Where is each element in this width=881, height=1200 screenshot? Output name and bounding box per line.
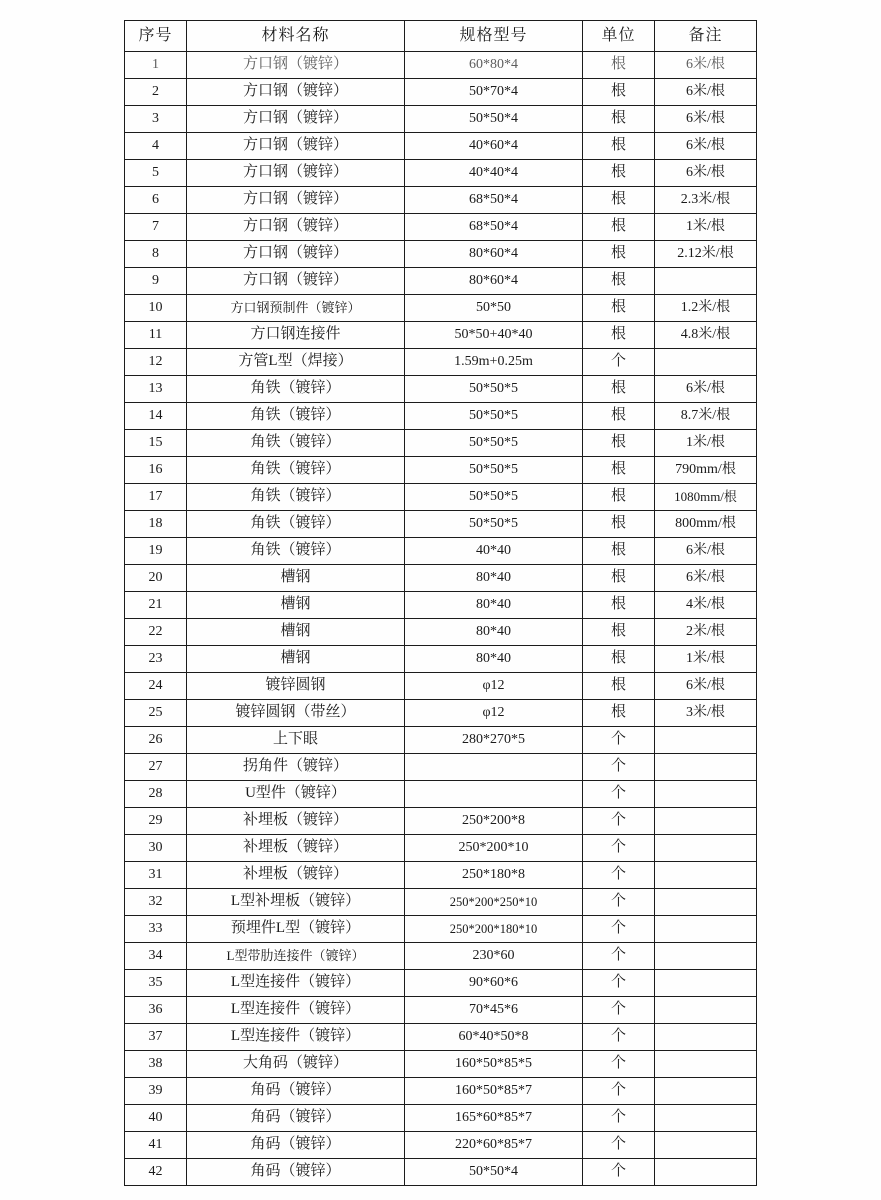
cell-name: 方口钢（镀锌） <box>187 133 405 160</box>
table-row <box>125 754 757 781</box>
table-header <box>125 21 757 52</box>
cell-note: 1080mm/根 <box>655 484 757 511</box>
cell-note: 800mm/根 <box>655 511 757 538</box>
table-row <box>125 646 757 673</box>
cell-name: 方口钢（镀锌） <box>187 241 405 268</box>
cell-name: L型连接件（镀锌） <box>187 970 405 997</box>
cell-index: 5 <box>125 160 187 187</box>
cell-spec: 250*200*10 <box>405 835 583 862</box>
cell-index: 20 <box>125 565 187 592</box>
cell-spec: 80*40 <box>405 592 583 619</box>
cell-spec: 50*50*5 <box>405 430 583 457</box>
cell-name: 补埋板（镀锌） <box>187 808 405 835</box>
table-row <box>125 52 757 79</box>
cell-spec: 250*200*8 <box>405 808 583 835</box>
cell-note: 6米/根 <box>655 106 757 133</box>
cell-index: 31 <box>125 862 187 889</box>
cell-unit: 个 <box>583 349 655 376</box>
cell-index: 9 <box>125 268 187 295</box>
cell-unit: 个 <box>583 1051 655 1078</box>
cell-index: 39 <box>125 1078 187 1105</box>
cell-index: 33 <box>125 916 187 943</box>
cell-note: 1米/根 <box>655 430 757 457</box>
cell-note <box>655 1132 757 1159</box>
cell-name: L型连接件（镀锌） <box>187 1024 405 1051</box>
cell-spec: 40*40*4 <box>405 160 583 187</box>
cell-note <box>655 970 757 997</box>
cell-unit: 根 <box>583 565 655 592</box>
cell-index: 16 <box>125 457 187 484</box>
cell-unit: 个 <box>583 943 655 970</box>
cell-spec <box>405 754 583 781</box>
cell-name: 镀锌圆钢（带丝） <box>187 700 405 727</box>
cell-name: 角铁（镀锌） <box>187 376 405 403</box>
cell-index: 17 <box>125 484 187 511</box>
column-header-unit: 单位 <box>583 21 655 52</box>
cell-name: 槽钢 <box>187 619 405 646</box>
cell-unit: 根 <box>583 376 655 403</box>
cell-unit: 个 <box>583 808 655 835</box>
cell-note <box>655 997 757 1024</box>
table-row <box>125 241 757 268</box>
cell-unit: 根 <box>583 619 655 646</box>
cell-note: 2米/根 <box>655 619 757 646</box>
table-row <box>125 565 757 592</box>
cell-name: 角码（镀锌） <box>187 1078 405 1105</box>
cell-unit: 根 <box>583 700 655 727</box>
cell-name: 角码（镀锌） <box>187 1159 405 1186</box>
cell-note: 2.3米/根 <box>655 187 757 214</box>
cell-name: L型带肋连接件（镀锌） <box>187 943 405 970</box>
cell-name: L型补埋板（镀锌） <box>187 889 405 916</box>
cell-name: 角铁（镀锌） <box>187 511 405 538</box>
cell-index: 35 <box>125 970 187 997</box>
cell-index: 30 <box>125 835 187 862</box>
cell-unit: 个 <box>583 727 655 754</box>
cell-note: 1米/根 <box>655 646 757 673</box>
table-row <box>125 1132 757 1159</box>
cell-name: 上下眼 <box>187 727 405 754</box>
cell-note <box>655 349 757 376</box>
cell-note <box>655 916 757 943</box>
cell-spec: 250*180*8 <box>405 862 583 889</box>
table-row <box>125 808 757 835</box>
cell-note <box>655 727 757 754</box>
table-row <box>125 403 757 430</box>
table-row <box>125 1051 757 1078</box>
cell-name: 槽钢 <box>187 592 405 619</box>
cell-note: 6米/根 <box>655 673 757 700</box>
cell-unit: 根 <box>583 214 655 241</box>
cell-spec: 50*50*4 <box>405 106 583 133</box>
cell-spec: 60*80*4 <box>405 52 583 79</box>
cell-spec <box>405 781 583 808</box>
cell-index: 24 <box>125 673 187 700</box>
table-row <box>125 835 757 862</box>
cell-index: 25 <box>125 700 187 727</box>
cell-name: 角铁（镀锌） <box>187 538 405 565</box>
cell-note <box>655 889 757 916</box>
cell-unit: 个 <box>583 970 655 997</box>
table-row <box>125 484 757 511</box>
cell-spec: 40*40 <box>405 538 583 565</box>
cell-index: 32 <box>125 889 187 916</box>
cell-note <box>655 808 757 835</box>
cell-note <box>655 835 757 862</box>
cell-spec: 50*50*5 <box>405 403 583 430</box>
cell-unit: 个 <box>583 916 655 943</box>
material-table-wrapper <box>124 20 756 1186</box>
cell-name: L型连接件（镀锌） <box>187 997 405 1024</box>
cell-spec: 250*200*180*10 <box>405 916 583 943</box>
cell-unit: 个 <box>583 835 655 862</box>
cell-name: U型件（镀锌） <box>187 781 405 808</box>
cell-index: 21 <box>125 592 187 619</box>
cell-spec: 250*200*250*10 <box>405 889 583 916</box>
cell-unit: 根 <box>583 79 655 106</box>
cell-note: 6米/根 <box>655 79 757 106</box>
table-row <box>125 376 757 403</box>
cell-name: 角码（镀锌） <box>187 1105 405 1132</box>
cell-index: 38 <box>125 1051 187 1078</box>
cell-index: 42 <box>125 1159 187 1186</box>
cell-unit: 根 <box>583 538 655 565</box>
cell-spec: 50*50*5 <box>405 457 583 484</box>
cell-spec: 80*40 <box>405 646 583 673</box>
table-row <box>125 322 757 349</box>
cell-index: 19 <box>125 538 187 565</box>
cell-name: 角铁（镀锌） <box>187 457 405 484</box>
table-row <box>125 538 757 565</box>
table-row <box>125 943 757 970</box>
cell-index: 4 <box>125 133 187 160</box>
cell-unit: 根 <box>583 268 655 295</box>
cell-name: 方口钢（镀锌） <box>187 160 405 187</box>
cell-note: 6米/根 <box>655 133 757 160</box>
table-row <box>125 268 757 295</box>
table-row <box>125 862 757 889</box>
cell-name: 角码（镀锌） <box>187 1132 405 1159</box>
cell-unit: 个 <box>583 889 655 916</box>
table-row <box>125 889 757 916</box>
cell-name: 方口钢（镀锌） <box>187 214 405 241</box>
cell-unit: 个 <box>583 1024 655 1051</box>
cell-name: 方口钢连接件 <box>187 322 405 349</box>
cell-spec: 50*50 <box>405 295 583 322</box>
table-row <box>125 916 757 943</box>
cell-name: 镀锌圆钢 <box>187 673 405 700</box>
cell-unit: 根 <box>583 511 655 538</box>
cell-spec: 70*45*6 <box>405 997 583 1024</box>
cell-name: 方管L型（焊接） <box>187 349 405 376</box>
cell-unit: 根 <box>583 106 655 133</box>
cell-spec: 1.59m+0.25m <box>405 349 583 376</box>
cell-spec: 50*50*5 <box>405 376 583 403</box>
cell-name: 角铁（镀锌） <box>187 484 405 511</box>
cell-spec: 165*60*85*7 <box>405 1105 583 1132</box>
table-body <box>125 52 757 1186</box>
cell-spec: 50*50*5 <box>405 511 583 538</box>
cell-note <box>655 1024 757 1051</box>
table-row <box>125 970 757 997</box>
cell-name: 补埋板（镀锌） <box>187 862 405 889</box>
cell-spec: 230*60 <box>405 943 583 970</box>
cell-note <box>655 1078 757 1105</box>
cell-index: 23 <box>125 646 187 673</box>
cell-spec: φ12 <box>405 700 583 727</box>
cell-spec: 68*50*4 <box>405 214 583 241</box>
table-row <box>125 997 757 1024</box>
table-row <box>125 700 757 727</box>
cell-index: 1 <box>125 52 187 79</box>
cell-unit: 个 <box>583 1078 655 1105</box>
cell-index: 41 <box>125 1132 187 1159</box>
cell-note: 6米/根 <box>655 538 757 565</box>
cell-unit: 个 <box>583 862 655 889</box>
cell-index: 27 <box>125 754 187 781</box>
cell-name: 方口钢（镀锌） <box>187 52 405 79</box>
table-row <box>125 673 757 700</box>
cell-spec: 80*60*4 <box>405 268 583 295</box>
cell-unit: 个 <box>583 754 655 781</box>
cell-spec: 80*60*4 <box>405 241 583 268</box>
table-row <box>125 79 757 106</box>
cell-spec: 40*60*4 <box>405 133 583 160</box>
cell-note: 6米/根 <box>655 565 757 592</box>
cell-spec: 68*50*4 <box>405 187 583 214</box>
table-row <box>125 349 757 376</box>
cell-note: 6米/根 <box>655 160 757 187</box>
cell-name: 槽钢 <box>187 646 405 673</box>
cell-note: 8.7米/根 <box>655 403 757 430</box>
table-row <box>125 133 757 160</box>
cell-name: 方口钢（镀锌） <box>187 268 405 295</box>
cell-unit: 个 <box>583 1159 655 1186</box>
cell-spec: 50*50*4 <box>405 1159 583 1186</box>
table-row <box>125 214 757 241</box>
cell-index: 13 <box>125 376 187 403</box>
cell-unit: 根 <box>583 430 655 457</box>
cell-spec: 80*40 <box>405 619 583 646</box>
cell-index: 40 <box>125 1105 187 1132</box>
cell-note: 3米/根 <box>655 700 757 727</box>
cell-spec: 220*60*85*7 <box>405 1132 583 1159</box>
cell-note <box>655 754 757 781</box>
cell-name: 方口钢预制件（镀锌） <box>187 295 405 322</box>
cell-note <box>655 862 757 889</box>
table-row <box>125 1078 757 1105</box>
cell-index: 11 <box>125 322 187 349</box>
column-header-note: 备注 <box>655 21 757 52</box>
column-header-spec: 规格型号 <box>405 21 583 52</box>
cell-index: 36 <box>125 997 187 1024</box>
cell-index: 12 <box>125 349 187 376</box>
cell-note <box>655 1105 757 1132</box>
cell-spec: 90*60*6 <box>405 970 583 997</box>
cell-note: 4米/根 <box>655 592 757 619</box>
cell-index: 37 <box>125 1024 187 1051</box>
table-row <box>125 781 757 808</box>
cell-unit: 根 <box>583 673 655 700</box>
cell-note: 6米/根 <box>655 52 757 79</box>
cell-spec: 80*40 <box>405 565 583 592</box>
cell-index: 3 <box>125 106 187 133</box>
cell-note <box>655 268 757 295</box>
cell-index: 28 <box>125 781 187 808</box>
cell-unit: 个 <box>583 1132 655 1159</box>
cell-name: 拐角件（镀锌） <box>187 754 405 781</box>
cell-note: 2.12米/根 <box>655 241 757 268</box>
cell-spec: 280*270*5 <box>405 727 583 754</box>
cell-index: 34 <box>125 943 187 970</box>
column-header-index: 序号 <box>125 21 187 52</box>
table-header-row <box>125 21 757 52</box>
cell-name: 大角码（镀锌） <box>187 1051 405 1078</box>
cell-unit: 根 <box>583 592 655 619</box>
cell-index: 29 <box>125 808 187 835</box>
cell-spec: 50*50*5 <box>405 484 583 511</box>
cell-note <box>655 781 757 808</box>
cell-unit: 根 <box>583 457 655 484</box>
cell-note: 1.2米/根 <box>655 295 757 322</box>
table-row <box>125 1159 757 1186</box>
cell-note: 790mm/根 <box>655 457 757 484</box>
cell-unit: 根 <box>583 403 655 430</box>
cell-note: 4.8米/根 <box>655 322 757 349</box>
cell-spec: 160*50*85*5 <box>405 1051 583 1078</box>
cell-unit: 个 <box>583 997 655 1024</box>
cell-note <box>655 1051 757 1078</box>
cell-note: 6米/根 <box>655 376 757 403</box>
cell-index: 22 <box>125 619 187 646</box>
cell-unit: 根 <box>583 295 655 322</box>
cell-note <box>655 1159 757 1186</box>
table-row <box>125 1105 757 1132</box>
cell-unit: 根 <box>583 52 655 79</box>
cell-index: 14 <box>125 403 187 430</box>
cell-note: 1米/根 <box>655 214 757 241</box>
table-row <box>125 592 757 619</box>
cell-spec: 160*50*85*7 <box>405 1078 583 1105</box>
cell-unit: 根 <box>583 646 655 673</box>
cell-spec: 50*50+40*40 <box>405 322 583 349</box>
table-row <box>125 295 757 322</box>
cell-unit: 根 <box>583 241 655 268</box>
cell-unit: 根 <box>583 160 655 187</box>
cell-index: 26 <box>125 727 187 754</box>
table-row <box>125 1024 757 1051</box>
cell-index: 8 <box>125 241 187 268</box>
cell-name: 补埋板（镀锌） <box>187 835 405 862</box>
cell-index: 7 <box>125 214 187 241</box>
cell-index: 15 <box>125 430 187 457</box>
cell-unit: 根 <box>583 133 655 160</box>
cell-index: 2 <box>125 79 187 106</box>
column-header-name: 材料名称 <box>187 21 405 52</box>
cell-unit: 根 <box>583 322 655 349</box>
cell-spec: φ12 <box>405 673 583 700</box>
cell-name: 方口钢（镀锌） <box>187 187 405 214</box>
cell-note <box>655 943 757 970</box>
cell-spec: 60*40*50*8 <box>405 1024 583 1051</box>
cell-name: 槽钢 <box>187 565 405 592</box>
cell-name: 方口钢（镀锌） <box>187 79 405 106</box>
cell-index: 18 <box>125 511 187 538</box>
cell-index: 10 <box>125 295 187 322</box>
table-row <box>125 457 757 484</box>
cell-unit: 个 <box>583 781 655 808</box>
cell-name: 角铁（镀锌） <box>187 403 405 430</box>
cell-spec: 50*70*4 <box>405 79 583 106</box>
table-row <box>125 187 757 214</box>
table-row <box>125 430 757 457</box>
table-row <box>125 727 757 754</box>
table-row <box>125 106 757 133</box>
table-row <box>125 511 757 538</box>
cell-unit: 根 <box>583 484 655 511</box>
table-row <box>125 160 757 187</box>
cell-unit: 根 <box>583 187 655 214</box>
cell-name: 方口钢（镀锌） <box>187 106 405 133</box>
cell-name: 角铁（镀锌） <box>187 430 405 457</box>
table-row <box>125 619 757 646</box>
material-table <box>124 20 757 1186</box>
cell-index: 6 <box>125 187 187 214</box>
cell-unit: 个 <box>583 1105 655 1132</box>
cell-name: 预埋件L型（镀锌） <box>187 916 405 943</box>
